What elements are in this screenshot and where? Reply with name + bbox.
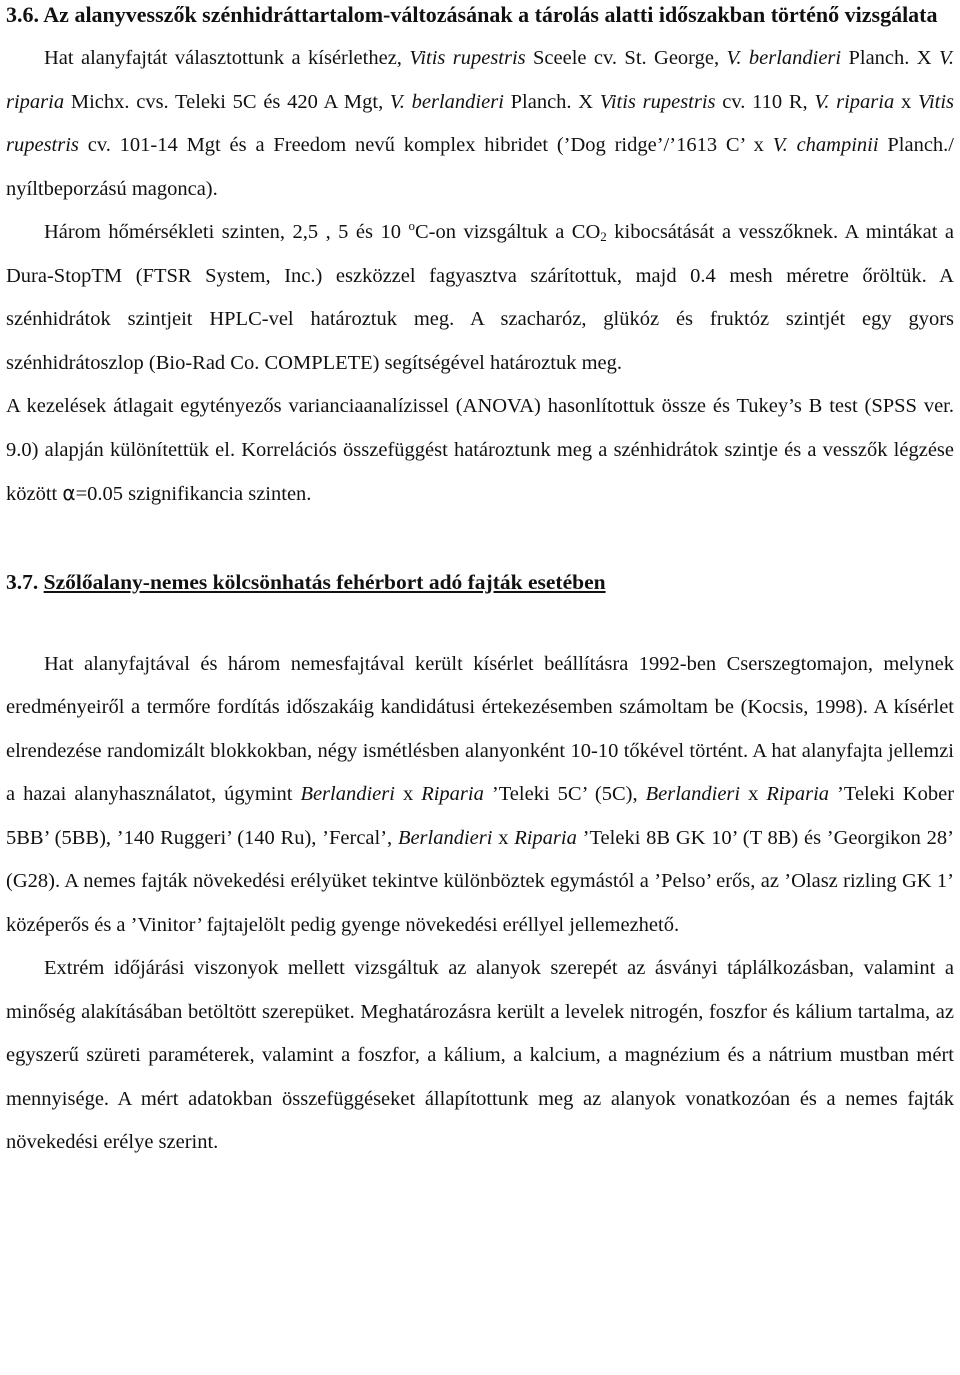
italic-taxon: V. champinii bbox=[772, 134, 879, 156]
text-run: Három hőmérsékleti szinten, 2,5 , 5 és 10 bbox=[44, 221, 409, 243]
italic-taxon: Riparia bbox=[514, 826, 577, 849]
text-run: cv. 110 R, bbox=[715, 90, 815, 113]
text-run: x bbox=[894, 90, 918, 113]
section-3-7-title bbox=[6, 567, 954, 597]
section-3-7-paragraph-1 bbox=[6, 643, 954, 948]
italic-taxon: Riparia bbox=[766, 783, 830, 805]
text-run: C-on vizsgáltuk a CO bbox=[414, 221, 601, 243]
italic-taxon: Berlandieri bbox=[300, 783, 395, 805]
text-run: cv. 101-14 Mgt és a Freedom nevű komplex hibridet (’Dog ridge’/’1613 C’ x bbox=[78, 134, 773, 156]
alpha-symbol: α bbox=[62, 481, 76, 505]
text-run: Planch. X bbox=[841, 47, 939, 69]
text-run: Planch./ nyíltbeporzású magonca). bbox=[6, 134, 954, 200]
italic-taxon: Berlandieri bbox=[397, 826, 493, 849]
text-run: kibocsátását a vesszőknek. A mintákat a Dura-StopTM (FTSR System, Inc.) eszközzel fagyasztva szárítottuk, majd 0.4 mesh méretre őröltük. A szénhidrátok szintjeit HPLC-vel határoztuk meg. A szacharóz, glükóz és fruktóz szintjét egy gyors szénhidrátoszlop (Bio-Rad Co. COMPLETE) segítségével határoztuk meg. bbox=[6, 221, 955, 374]
degree-sign: o bbox=[408, 218, 415, 233]
section-number: 3.7. bbox=[6, 569, 44, 594]
section-3-6-paragraph-3 bbox=[6, 385, 954, 517]
section-3-6-paragraph-2 bbox=[6, 211, 954, 385]
section-title-text: Szőlőalany-nemes kölcsönhatás fehérbort adó fajták esetében bbox=[43, 569, 606, 594]
text-run: =0.05 szignifikancia szinten. bbox=[75, 483, 312, 505]
text-run: ’Teleki Kober 5BB’ (5BB), ’140 Ruggeri’ (140 Ru), ’Fercal’, bbox=[6, 783, 955, 849]
text-run: x bbox=[394, 783, 422, 805]
text-run: Michx. cvs. Teleki 5C és 420 A Mgt, bbox=[64, 90, 390, 113]
text-run: x bbox=[492, 826, 515, 849]
section-3-6-title: 3.6. Az alanyvesszők szénhidráttartalom-változásának a tárolás alatti időszakban történő vizsgálata bbox=[6, 2, 938, 27]
text-run: Hat alanyfajtával és három nemesfajtával került kísérlet beállításra 1992-ben Cserszegtomajon, melynek eredményeiről a termőre fordítás időszakáig kandidátusi értekezésemben számoltam be (Kocsis, 1998). A kísérlet elrendezése randomizált blokkokban, négy ismétlésben alanyonként 10-10 tőkével történt. A hat alanyfajta jellemzi a hazai alanyhasználatot, úgymint bbox=[6, 652, 954, 805]
text-run: Hat alanyfajtát választottunk a kísérlethez, bbox=[44, 47, 410, 69]
italic-taxon: V. berlandieri bbox=[389, 90, 504, 113]
italic-taxon: V. riparia bbox=[814, 90, 895, 113]
text-run: Planch. X bbox=[503, 90, 600, 113]
text-run: Sceele cv. St. George, bbox=[525, 47, 727, 69]
section-3-6-paragraph-1 bbox=[6, 37, 954, 211]
italic-taxon: Berlandieri bbox=[645, 783, 741, 805]
italic-taxon: Vitis rupestris bbox=[409, 47, 526, 69]
italic-taxon: Riparia bbox=[421, 783, 484, 805]
italic-taxon: V. riparia bbox=[6, 47, 954, 113]
document-page bbox=[6, 0, 954, 1165]
italic-taxon: Vitis rupestris bbox=[599, 90, 716, 113]
text-run: x bbox=[740, 783, 767, 805]
italic-taxon: V. berlandieri bbox=[726, 47, 842, 69]
section-3-7-paragraph-2: Extrém időjárási viszonyok mellett vizsgáltuk az alanyok szerepét az ásványi táplálkozásban, valamint a minőség alakításában betöltött szerepüket. Meghatározásra került a levelek nitrogén, foszfor és kálium tartalma, az egyszerű szüreti paraméterek, valamint a foszfor, a kálium, a kalcium, a magnézium és a nátrium mustban mért mennyisége. A mért adatokban összefüggéseket állapítottunk meg az alanyok vonatkozóan és a nemes fajták növekedési erélye szerint. bbox=[6, 957, 954, 1153]
text-run: A kezelések átlagait egytényezős varianciaanalízissel (ANOVA) hasonlítottuk össze és Tukey’s B test (SPSS ver. 9.0) alapján különítettük el. Korrelációs összefüggést határoztunk meg a szénhidrátok szintje és a vesszők légzése között bbox=[6, 395, 954, 505]
text-run: ’Teleki 5C’ (5C), bbox=[483, 783, 646, 805]
subscript-2: 2 bbox=[600, 229, 607, 244]
text-run: ’Teleki 8B GK 10’ (T 8B) és ’Georgikon 28’ (G28). A nemes fajták növekedési erélyüket tekintve különböztek egymástól a ’Pelso’ erős, az ’Olasz rizling GK 1’ középerős és a ’Vinitor’ fajtajelölt pedig gyenge növekedési eréllyel jellemezhető. bbox=[6, 826, 955, 936]
italic-taxon: Vitis rupestris bbox=[6, 90, 955, 156]
